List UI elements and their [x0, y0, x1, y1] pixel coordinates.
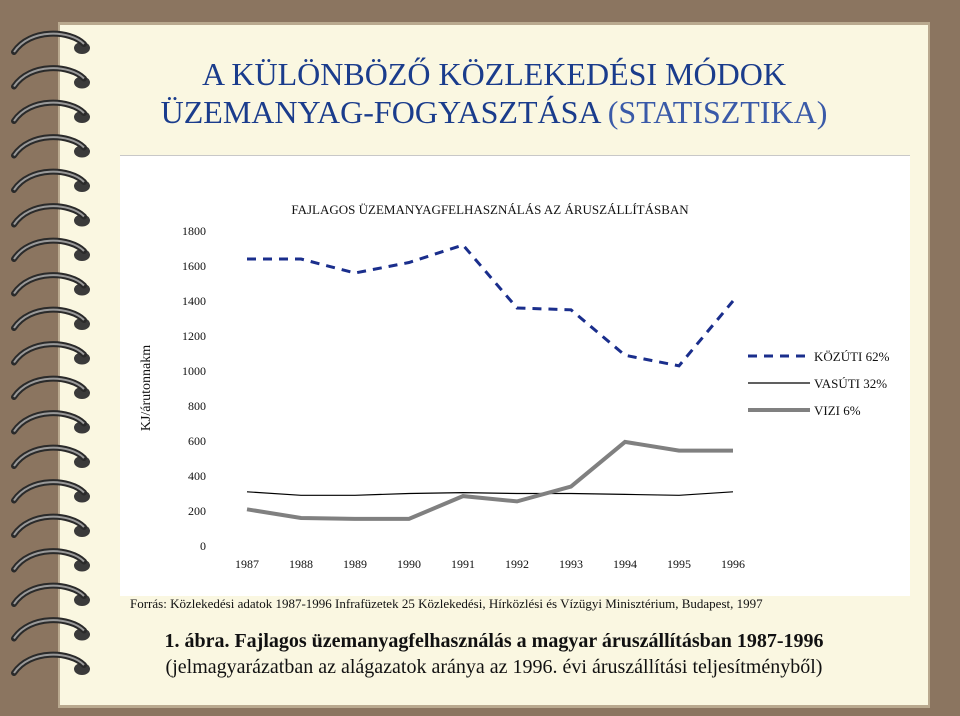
x-tick-label: 1994: [613, 557, 637, 571]
title-line-1: A KÜLÖNBÖZŐ KÖZLEKEDÉSI MÓDOK: [202, 56, 786, 92]
spiral-ring: [14, 34, 90, 54]
spiral-ring: [14, 172, 90, 192]
x-tick-label: 1992: [505, 557, 529, 571]
spiral-ring: [14, 413, 90, 433]
line-chart: [120, 156, 910, 596]
x-tick-label: 1996: [721, 557, 745, 571]
source-note: Forrás: Közlekedési adatok 1987-1996 Infrafüzetek 25 Közlekedési, Hírközlési és Vízügyi Minisztérium, Budapest, 1997: [130, 596, 763, 611]
spiral-ring: [14, 310, 90, 330]
spiral-ring: [14, 586, 90, 606]
x-tick-label: 1991: [451, 557, 475, 571]
title-line-2-sub: (STATISZTIKA): [607, 94, 828, 130]
legend-label-2: VIZI 6%: [814, 403, 861, 418]
spiral-ring: [14, 137, 90, 157]
spiral-ring: [14, 482, 90, 502]
spiral-ring: [14, 275, 90, 295]
spiral-ring: [14, 241, 90, 261]
title-line-2-main: ÜZEMANYAG-FOGYASZTÁSA: [160, 94, 600, 130]
figure-caption: [60, 628, 928, 680]
series-line-0: [247, 245, 733, 366]
legend-label-0: KÖZÚTI 62%: [814, 349, 890, 364]
y-tick-label: 200: [188, 504, 206, 518]
spiral-ring: [14, 448, 90, 468]
y-tick-label: 1800: [182, 224, 206, 238]
title-line-2: [60, 93, 928, 131]
x-tick-label: 1987: [235, 557, 259, 571]
spiral-ring: [14, 206, 90, 226]
y-tick-label: 400: [188, 469, 206, 483]
spiral-ring: [14, 68, 90, 88]
x-tick-label: 1995: [667, 557, 691, 571]
x-tick-label: 1993: [559, 557, 583, 571]
spiral-ring: [14, 551, 90, 571]
spiral-ring: [14, 517, 90, 537]
chart-title: FAJLAGOS ÜZEMANYAGFELHASZNÁLÁS AZ ÁRUSZÁLLÍTÁSBAN: [291, 202, 689, 217]
chart-area: [120, 155, 910, 596]
caption-subtitle: (jelmagyarázatban az alágazatok aránya az 1996. évi áruszállítási teljesítményből): [165, 656, 823, 678]
y-tick-label: 1600: [182, 259, 206, 273]
legend-label-1: VASÚTI 32%: [814, 376, 888, 391]
spiral-ring: [14, 379, 90, 399]
caption-title: 1. ábra. Fajlagos üzemanyagfelhasználás a magyar áruszállításban 1987-1996: [164, 630, 824, 652]
series-line-2: [247, 442, 733, 519]
y-tick-label: 1400: [182, 294, 206, 308]
y-tick-label: 800: [188, 399, 206, 413]
y-tick-label: 0: [200, 539, 206, 553]
y-tick-label: 600: [188, 434, 206, 448]
spiral-ring: [14, 344, 90, 364]
series-line-1: [247, 492, 733, 496]
x-tick-label: 1989: [343, 557, 367, 571]
spiral-binding: [0, 0, 100, 716]
y-tick-label: 1200: [182, 329, 206, 343]
y-tick-label: 1000: [182, 364, 206, 378]
x-tick-label: 1988: [289, 557, 313, 571]
y-axis-label: KJ/árutonnakm: [139, 344, 154, 432]
slide-title: [60, 55, 928, 131]
x-tick-label: 1990: [397, 557, 421, 571]
spiral-ring: [14, 103, 90, 123]
